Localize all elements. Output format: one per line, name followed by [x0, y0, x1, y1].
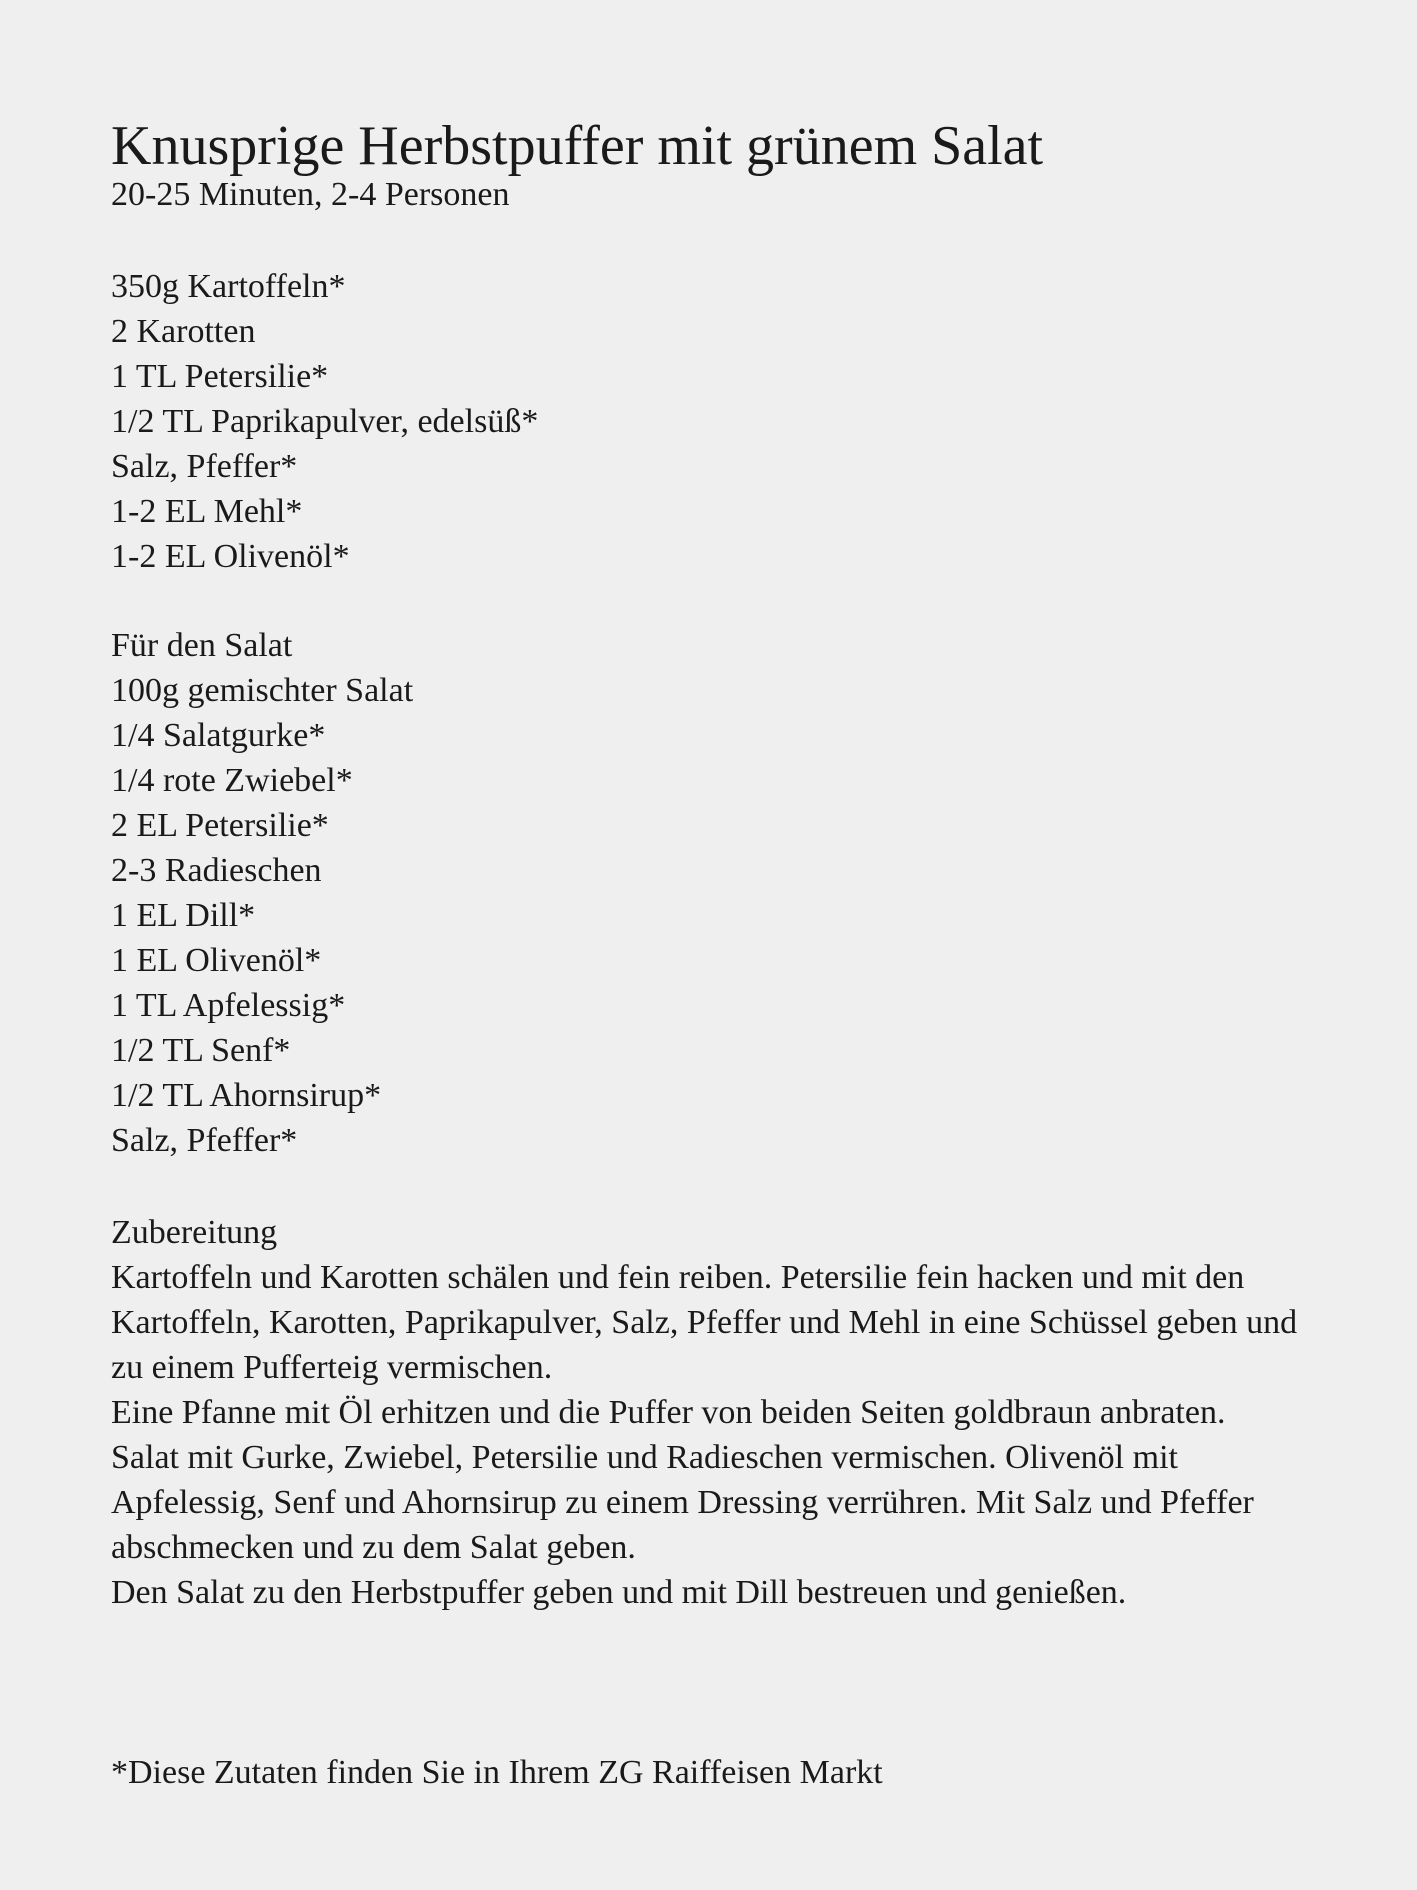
salad-item: 2 EL Petersilie*	[111, 807, 329, 844]
preparation-section	[111, 1210, 1331, 1615]
preparation-step: Kartoffeln und Karotten schälen und fein reiben. Petersilie fein hacken und mit den Kartoffeln, Karotten, Paprikapulver, Salz, Pfeffer und Mehl in eine Schüssel geben und zu einem Pufferteig vermischen.	[111, 1259, 1298, 1386]
salad-item: 1 EL Dill*	[111, 897, 256, 934]
salad-item: 1 EL Olivenöl*	[111, 942, 322, 979]
recipe-title: Knusprige Herbstpuffer mit grünem Salat	[111, 115, 1044, 177]
ingredient-item: 1 TL Petersilie*	[111, 358, 329, 395]
preparation-step: Den Salat zu den Herbstpuffer geben und mit Dill bestreuen und genießen.	[111, 1574, 1127, 1611]
preparation-heading: Zubereitung	[111, 1214, 278, 1251]
salad-section	[111, 623, 413, 1163]
preparation-step: Eine Pfanne mit Öl erhitzen und die Puffer von beiden Seiten goldbraun anbraten.	[111, 1394, 1226, 1431]
ingredient-item: 350g Kartoffeln*	[111, 268, 346, 305]
salad-item: 1/4 rote Zwiebel*	[111, 762, 353, 799]
ingredient-item: 1-2 EL Olivenöl*	[111, 538, 350, 575]
ingredient-item: 1/2 TL Paprikapulver, edelsüß*	[111, 403, 539, 440]
ingredient-item: 2 Karotten	[111, 313, 256, 350]
salad-item: 1/2 TL Ahornsirup*	[111, 1077, 382, 1114]
ingredient-item: 1-2 EL Mehl*	[111, 493, 303, 530]
salad-item: Salz, Pfeffer*	[111, 1122, 298, 1159]
salad-item: 2-3 Radieschen	[111, 852, 322, 889]
ingredients-list	[111, 264, 538, 579]
recipe-meta: 20-25 Minuten, 2-4 Personen	[111, 176, 510, 213]
footnote: *Diese Zutaten finden Sie in Ihrem ZG Raiffeisen Markt	[111, 1754, 883, 1791]
salad-item: 100g gemischter Salat	[111, 672, 414, 709]
ingredient-item: Salz, Pfeffer*	[111, 448, 298, 485]
salad-item: 1/2 TL Senf*	[111, 1032, 291, 1069]
salad-item: 1 TL Apfelessig*	[111, 987, 346, 1024]
preparation-step: Salat mit Gurke, Zwiebel, Petersilie und Radieschen vermischen. Olivenöl mit Apfelessig, Senf und Ahornsirup zu einem Dressing verrühren. Mit Salz und Pfeffer abschmecken und zu dem Salat geben.	[111, 1439, 1254, 1566]
salad-heading: Für den Salat	[111, 627, 293, 664]
salad-item: 1/4 Salatgurke*	[111, 717, 326, 754]
